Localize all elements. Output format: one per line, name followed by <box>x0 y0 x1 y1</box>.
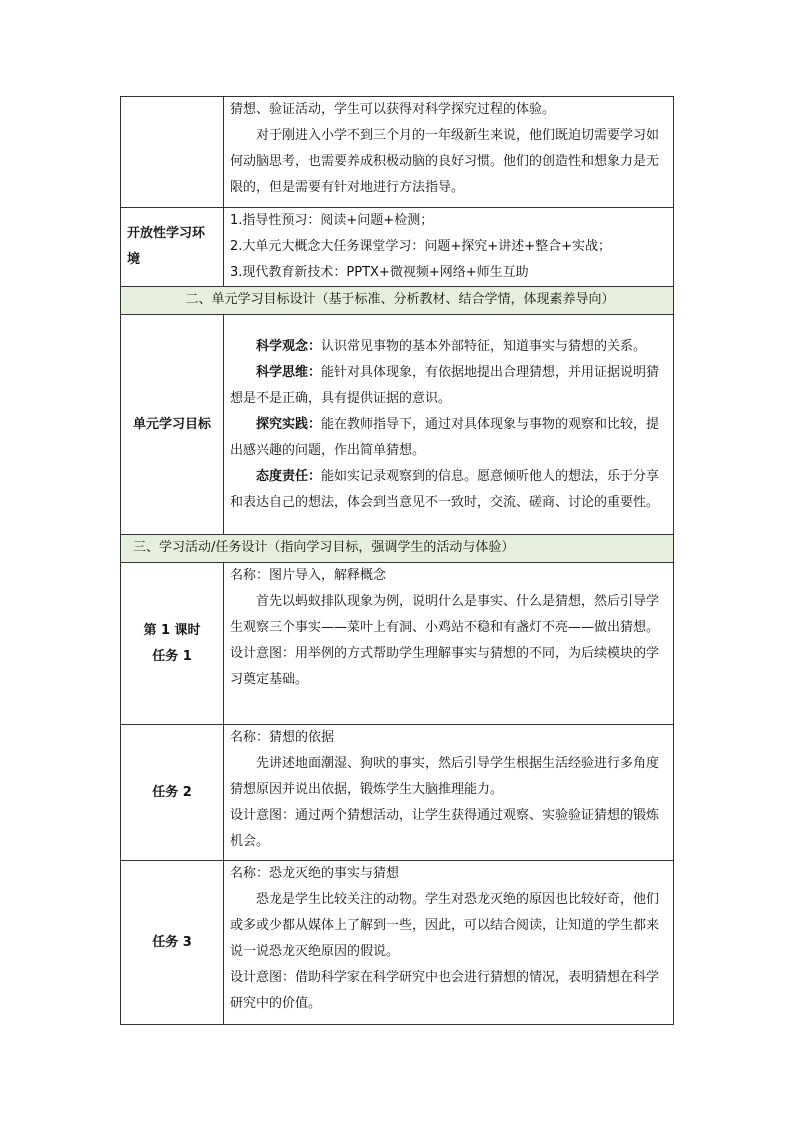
task-3-label-cell <box>121 861 224 1025</box>
task-1-label-cell <box>121 563 224 725</box>
task-3-intent: 设计意图：借助科学家在科学研究中也会进行猜想的情况，表明猜想在科学研究中的价值。 <box>230 970 660 1011</box>
task-3-label: 任务 3 <box>152 934 192 950</box>
intro-label-cell <box>121 97 224 208</box>
task-2-row <box>121 725 674 861</box>
open-env-item-2: 2.大单元大概念大任务课堂学习：问题+探究+讲述+整合+实战； <box>230 239 611 254</box>
goal-item-1 <box>230 334 667 360</box>
task-1-name: 名称：图片导入，解释概念 <box>230 568 387 583</box>
goal-item-3 <box>230 412 667 464</box>
goal-item-4 <box>230 464 667 516</box>
task-1-lesson-label: 第 1 课时 <box>143 622 201 638</box>
task-2-label-cell <box>121 725 224 861</box>
task-3-content-cell <box>224 861 674 1025</box>
goal-text-4: 能如实记录观察到的信息。愿意倾听他人的想法，乐于分享和表达自己的想法，体会到当意见不一致时，交流、磋商、讨论的重要性。 <box>230 468 660 510</box>
section-2-title: 二、单元学习目标设计（基于标准、分析教材、结合学情，体现素养导向） <box>121 287 674 315</box>
intro-paragraph-2: 对于刚进入小学不到三个月的一年级新生来说，他们既迫切需要学习如何动脑思考，也需要养成积极动脑的良好习惯。他们的创造性和想象力是无限的，但是需要有针对地进行方法指导。 <box>230 128 660 195</box>
task-3-name: 名称：恐龙灭绝的事实与猜想 <box>230 866 400 881</box>
task-1-intent: 设计意图：用举例的方式帮助学生理解事实与猜想的不同，为后续模块的学习奠定基础。 <box>230 646 660 687</box>
task-2-name: 名称：猜想的依据 <box>230 730 335 745</box>
goal-text-2: 能针对具体现象，有依据地提出合理猜想，并用证据说明猜想是不是正确，具有提供证据的意识。 <box>230 364 660 406</box>
task-1-row <box>121 563 674 725</box>
section-3-row <box>121 535 674 563</box>
goal-head-2: 科学思维： <box>256 364 322 380</box>
task-1-label: 任务 1 <box>152 648 192 664</box>
goals-content-cell <box>224 315 674 535</box>
goal-text-3: 能在教师指导下，通过对具体现象与事物的观察和比较，提出感兴趣的问题，作出简单猜想。 <box>230 416 660 458</box>
open-env-item-3: 3.现代教育新技术：PPTX+微视频+网络+师生互助 <box>230 265 529 280</box>
goal-head-1: 科学观念： <box>256 338 322 354</box>
section-2-row <box>121 287 674 315</box>
lesson-plan-table <box>120 96 674 1025</box>
task-2-body: 先讲述地面潮湿、狗吠的事实，然后引导学生根据生活经验进行多角度猜想原因并说出依据，锻炼学生大脑推理能力。 <box>230 756 660 797</box>
task-3-row <box>121 861 674 1025</box>
task-2-intent: 设计意图：通过两个猜想活动，让学生获得通过观察、实验验证猜想的锻炼机会。 <box>230 808 660 849</box>
intro-paragraph-1: 猜想、验证活动，学生可以获得对科学探究过程的体验。 <box>230 102 556 117</box>
open-env-item-1: 1.指导性预习：阅读+问题+检测； <box>230 213 434 228</box>
goal-head-4: 态度责任： <box>256 468 322 484</box>
intro-row <box>121 97 674 208</box>
goal-item-2 <box>230 360 667 412</box>
task-1-body: 首先以蚂蚁排队现象为例，说明什么是事实、什么是猜想，然后引导学生观察三个事实——菜叶上有洞、小鸡站不稳和有盏灯不亮——做出猜想。 <box>230 594 660 635</box>
section-3-title: 三、学习活动/任务设计（指向学习目标，强调学生的活动与体验） <box>121 535 674 563</box>
open-env-label: 开放性学习环境 <box>121 208 224 287</box>
task-2-label: 任务 2 <box>152 784 192 800</box>
goals-row <box>121 315 674 535</box>
open-env-row <box>121 208 674 287</box>
goals-label: 单元学习目标 <box>121 315 224 535</box>
goal-text-1: 认识常见事物的基本外部特征，知道事实与猜想的关系。 <box>321 338 647 354</box>
open-env-content-cell <box>224 208 674 287</box>
task-3-body: 恐龙是学生比较关注的动物。学生对恐龙灭绝的原因也比较好奇，他们或多或少都从媒体上了解到一些，因此，可以结合阅读，让知道的学生都来说一说恐龙灭绝原因的假说。 <box>230 892 660 959</box>
goal-head-3: 探究实践： <box>256 416 322 432</box>
task-2-content-cell <box>224 725 674 861</box>
intro-content-cell <box>224 97 674 208</box>
task-1-content-cell <box>224 563 674 725</box>
